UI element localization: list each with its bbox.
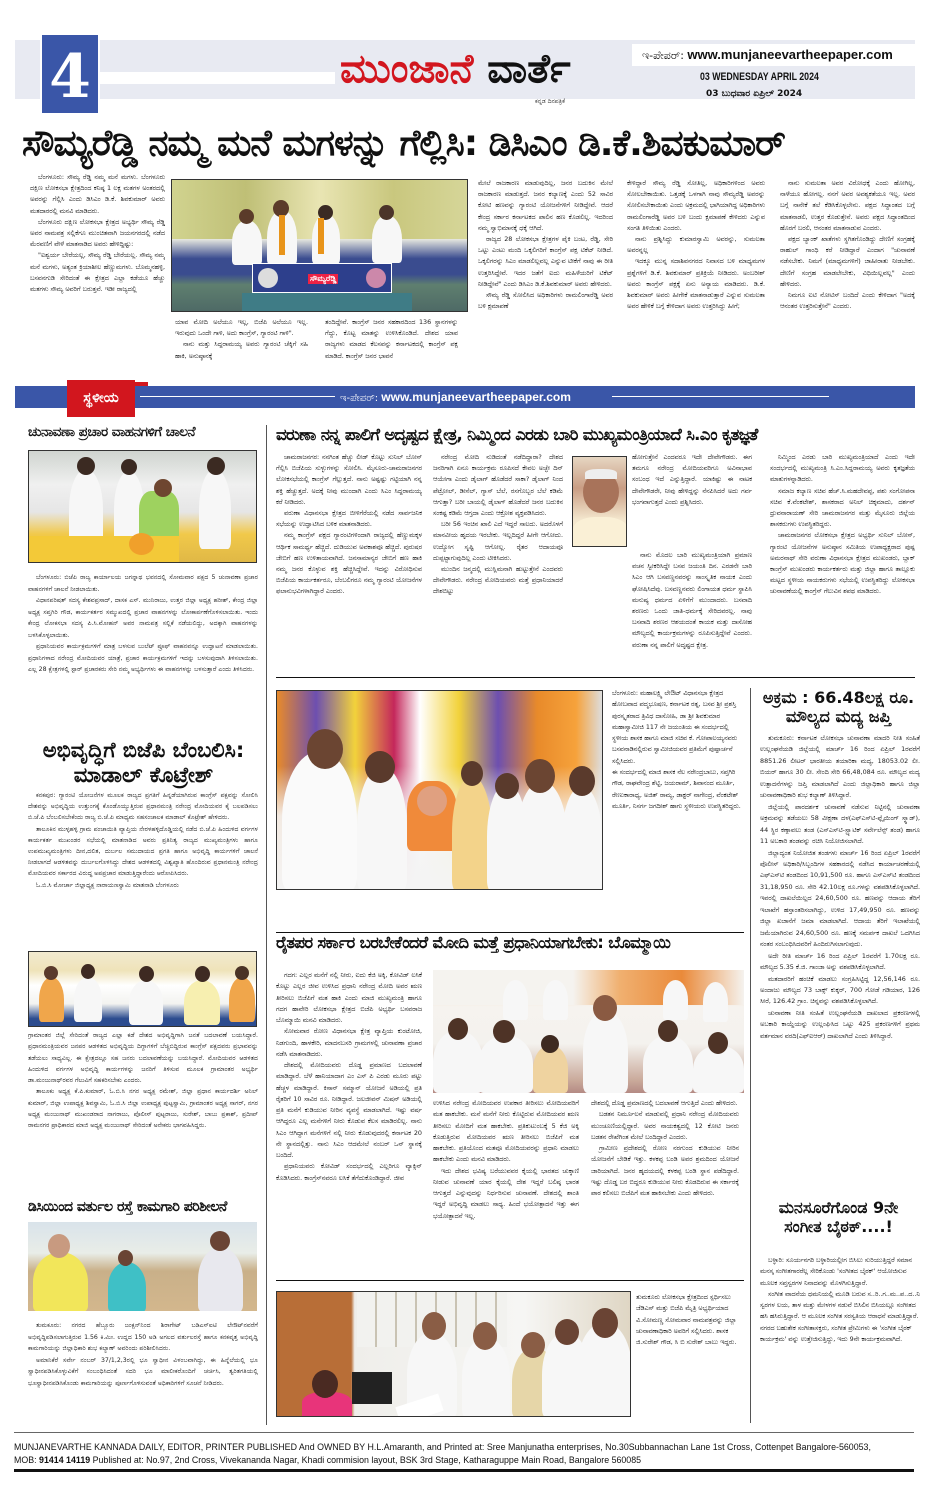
logo-tagline: ಕನ್ನಡ ದಿನಪತ್ರಿಕೆ <box>535 98 566 105</box>
epaper-label: ಇ-ಪೇಪರ್: <box>642 49 684 62</box>
paragraph: ಸಂಗೀತ ವಾದನೆಯ ಧಮನಿಯಲ್ಲಿ ಮೂಡಿ ಬರುವ ಸ..ರಿ..ಗ..ಮ..ಪ..ದ..ನಿ ಸ್ವರಗಳ ಲಯ, ತಾಳ ಮತ್ತು ಮೇಳಗಳ ನಡುವೆ ಬಿಸಿಲಿನ ಬಿಸಿಯಲ್ಲೂ ಸಂಗೀತದ ಹಸಿ ಹಸಿರುತ್ತಿದ್ದಾರೆ. ಆ ಮೂಲಕ ಸಂಗೀತ ಸರಸ್ವತಿಯ ಆರಾಧನೆ ಮಾಡುತ್ತಿದ್ದಾರೆ. ನಗರದ ಬಹುತೇಕ ಸಂಗೀತಾಸಕ್ತರು, ಸಂಗೀತ ಪ್ರೇಮಿಗಳು ಈ 'ಸಂಗೀತ ಬೈಠಕ್ ಕಾರ್ಯಕ್ರಮ' ವನ್ನು ಉತ್ತೇಜಿಸುತ್ತಿದ್ದು, ಇದು 9ನೇ ಕಾರ್ಯಕ್ರಮವಾಗಿದೆ. <box>760 1289 920 1344</box>
paragraph: ಕನಕಪುರ: ಗ್ಯಾರಂಟಿ ಯೋಜನೆಗಳ ಮೂಲಕ ರಾಜ್ಯದ ಪ್ರಗತಿಗೆ ಹಿನ್ನಡೆಯಾಗಿರುವ ಕಾಂಗ್ರೆಸ್ ಪಕ್ಷವನ್ನು ಸೋಲಿಸಿ ದೇಶವನ್ನು ಅಭಿವೃದ್ಧಿಯ ಉತ್ತುಂಗಕ್ಕೆ ಕೊಂಡೊಯ್ಯುತ್ತಿರುವ ಪ್ರಧಾನಮಂತ್ರಿ ನರೇಂದ್ರ ಮೋದಿಯವರ ಕೈ ಬಲಪಡಿಸಲು ಬಿ.ಜೆ.ಪಿ ಬೆಂಬಲಿಸಬೇಕೆಂದು ರಾಜ್ಯ ಬಿ.ಜೆ.ಪಿ ಮಾಧ್ಯಮ ಸಹಸಂಚಾಲಕ ಮಾಡಾಲ್ ಕೊಟ್ರೇಶ್ ಹೇಳಿದರು. <box>28 792 258 822</box>
paragraph: ದೇಶದಲ್ಲಿ ದೊಡ್ಡ ಪ್ರಮಾಣದಲ್ಲಿ ಬದಲಾವಣೆ ಆಗುತ್ತಿದೆ ಎಂದು ಹೇಳಿದರು. <box>591 1099 738 1107</box>
section-rule-right <box>612 396 829 397</box>
newspaper-logo <box>340 40 571 98</box>
paragraph: ವರುಣಾ ವಿಧಾನಸಭಾ ಕ್ಷೇತ್ರದ ಬೀಳಿಗೆರೆಯಲ್ಲಿ ನಡೆದ ಸಾರ್ವಜನಿಕ ಸಭೆಯನ್ನು ಉದ್ಘಾಟಿಸಿದ ಬಳಿಕ ಮಾತನಾಡಿದರು. <box>276 509 422 529</box>
paragraph: ನಿಮ್ಮಿಂದ ಎರಡು ಬಾರಿ ಮುಖ್ಯಮಂತ್ರಿಯಾದೆ ಎಂದು ಇದೇ ಸಂದರ್ಭದಲ್ಲಿ ಮುಖ್ಯಮಂತ್ರಿ ಸಿ.ಎಂ.ಸಿದ್ದರಾಮಯ್ಯ ಅವರು ಕೃತಜ್ಞತೆಯ ಮಾತುಗಳನ್ನಾಡಿದರು. <box>770 453 915 484</box>
paragraph: ಮೇಲೆ ರಾಜಕಾರಣ ಮಾಡುವುದಿಲ್ಲ, ಜನರ ಬದುಕಿನ ಮೇಲೆ ರಾಜಕಾರಣ ಮಾಡುತ್ತದೆ. ಜನರ ಕಲ್ಯಾಣಕ್ಕೆ ಎಂದು 52 ಸಾವಿರ ಕೋಟಿ ಹಣವನ್ನು ಗ್ಯಾರಂಟಿ ಯೋಜನೆಗಳಿಗೆ ನೀಡಿದ್ದೇವೆ. ಆದರೆ ಕೇಂದ್ರ ಸರ್ಕಾರ ಕರ್ನಾಟಕದ ಪಾಲಿನ ಹಣ ಕೊಡಲಿಲ್ಲ. ಇದರಿಂದ ನಮ್ಮ ಸ್ವಾಭಿಮಾನಕ್ಕೆ ಧಕ್ಕೆ ಆಗಿದೆ. <box>478 179 613 232</box>
paragraph: ಬೆಂಗಳೂರು: ಮಹಾಲಕ್ಷ್ಮಿ ಲೇಔಟ್ ವಿಧಾನಸಭಾ ಕ್ಷೇತ್ರದ ಹೋಬವಾದ ಪದ್ಮಭೂಷಣ, ಕರ್ನಾಟಕ ರತ್ನ, ಬಸವ ಶ್ರೀ ಪ್ರಶಸ್ತಿ ಪುರಸ್ಕೃತರಾದ ತ್ರಿವಿಧ ದಾಸೋಹಿ, ಡಾ ಶ್ರೀ ಶಿವಕುಮಾರ ಮಹಾಸ್ವಾಮೀಜಿ 117 ನೇ ಜಯಂತಿಯ ಈ ಸಂದರ್ಭದಲ್ಲಿ ಸ್ಥಳೀಯ ಶಾಸಕ ಹಾಗೂ ಮಾಜಿ ಸಚಿವ ಕೆ. ಗೋಪಾಲಯ್ಯನವರು ಬಸವನಾಡಿನಲ್ಲಿರುವ ಸ್ವಾಮೀಜಿಯವರ ಪ್ರತಿಮೆಗೆ ಪುಷ್ಪಾರ್ಚನೆ ಸಲ್ಲಿಸಿದರು. <box>612 689 738 765</box>
paragraph: ಪ್ರಧಾನಿಯವರ ಕಾರ್ಯಕ್ರಮಗಳಿಗೆ ಮಾತ್ರ ಬಳಸುವ ಬುಲೆಟ್ ಪ್ರೂಫ್ ವಾಹನವನ್ನೂ ಉದ್ಘಾಟನೆ ಮಾಡಲಾಯಿತು. ಪ್ರಧಾನಿಗಳಾದ ನರೇಂದ್ರ ಮೋದಿಯವರ ಯಾತ್ರೆ, ಪ್ರಚಾರ ಕಾರ್ಯಕ್ರಮಗಳಿಗೆ ಇದನ್ನು ಬಳಸುವುದಾಗಿ ತಿಳಿಸಲಾಯಿತು. ಎಲ್ಲ 28 ಕ್ಷೇತ್ರಗಳಲ್ಲಿ ಸ್ಟಾರ್ ಪ್ರಚಾರಕರು ಸೇರಿ ನಮ್ಮ ಅಭ್ಯರ್ಥಿಗಳು ಈ ವಾಹನಗಳನ್ನು ಬಳಸುತ್ತಾರೆ ಎಂದು ತಿಳಿಸಿದರು. <box>28 643 258 673</box>
paragraph: ಸೋಮವಾರ ರೋಣ ವಿಧಾನಸಭಾ ಕ್ಷೇತ್ರ ವ್ಯಾಪ್ತಿಯ ಕುಂಟೋಜಿ, ನಿಡಗುಂದಿ, ಹಾಳಕೇರಿ, ಮಾದನಬಸರಿ ಗ್ರಾಮಗಳಲ್ಲಿ ಚುನಾವಣಾ ಪ್ರಚಾರ ನಡೆಸಿ ಮಾತನಾಡಿದರು. <box>276 1027 422 1058</box>
section-divider <box>276 677 915 678</box>
varuna-col-3b <box>572 550 752 678</box>
paragraph: ನಮ್ಮ ಕಾಂಗ್ರೆಸ್ ಪಕ್ಷದ ಗ್ಯಾರಂಟಿಗಳಿಂದಾಗಿ ರಾಜ್ಯದಲ್ಲಿ ಹೆಣ್ಣುಮಕ್ಕಳ ಆರ್ಥಿಕ ಸಾಮರ್ಥ್ಯ ಹೆಚ್ಚಿದೆ. ದುಡಿಯುವ ಅವಕಾಶವೂ ಹೆಚ್ಚಿದೆ. ಪುರುಷರ ಜೇಬಿಗೆ ಹಣ ಉಳಿತಾಯವಾಗಿದೆ. ಜನಸಾಮಾನ್ಯರ ಜೇಬಿಗೆ ಹಣ ಹಾಕಿ ನಮ್ಮ ಜನರ ಕೊಳ್ಳುವ ಶಕ್ತಿ ಹೆಚ್ಚಿಸಿದ್ದೇವೆ. ಇದನ್ನು ವಿರೋಧಿಸುವ ಬಿಜೆಪಿಯ ಕಾರ್ಯಕರ್ತರೂ, ಬೆಂಬಲಿಗರೂ ನಮ್ಮ ಗ್ಯಾರಂಟಿ ಯೋಜನೆಗಳ ಫಲಾನುಭವಿಗಳಾಗಿದ್ದಾರೆ ಎಂದರು. <box>276 531 422 596</box>
varuna-col-4 <box>770 452 915 678</box>
bommai-col-2 <box>433 1098 579 1276</box>
story-body <box>28 1320 258 1420</box>
paragraph: ಬರೀ 56 ಇಂಚಿನ ಖಾಲಿ ಎದೆ ಇದ್ದರೆ ಸಾಲದು. ಅದರೊಳಗೆ ಮಾನವೀಯ ಹೃದಯ ಇರಬೇಕು. ಇಲ್ಲದಿದ್ದರೆ ಹೀಗೇ ಆಗೋದು. ಉದ್ಯೋಗ ಸೃಷ್ಟಿ ಆಗೋಲ್ಲ. ರೈತರ ಆದಾಯವೂ ದುಪ್ಪಟ್ಟಾಗುವುದಿಲ್ಲ ಎಂದು ಟೀಕಿಸಿದರು. <box>433 520 563 562</box>
paragraph: ಮುಂದಿನ ಜನ್ಮದಲ್ಲಿ ಮುಸ್ಲಿಮನಾಗಿ ಹುಟ್ಟುತ್ತೇನೆ ಎಂದವರು ದೇವೇಗೌಡರು. ನರೇಂದ್ರ ಮೋದಿಯವರು ಮತ್ತೆ ಪ್ರಧಾನಿಯಾದರೆ ದೇಶಬಿಟ್ಟು <box>433 565 563 596</box>
paragraph: ಅಮಾನಿಕೆರೆ ಸರ್ವೇ ನಂಬರ್ 37/1,2,3ರಲ್ಲಿ ಭೂ ಸ್ವಾಧೀನ ವಿಳಂಬವಾಗಿದ್ದು, ಈ ಹಿನ್ನೆಲೆಯಲ್ಲಿ ಭೂ ಸ್ವಾಧೀನಪಡಿಸಿಕೊಳ್ಳುವಿಕೆಗೆ ಸಂಬಂಧಿಸಿದಂತೆ ಸದರಿ ಭೂ ಮಾಲೀಕರೊಂದಿಗೆ ಚರ್ಚಿಸಿ, ತ್ವರಿತಗತಿಯಲ್ಲಿ ಭೂಸ್ವಾಧೀನಪಡಿಸಿಕೊಂಡು ಕಾಮಗಾರಿಯನ್ನು ಪೂರ್ಣಗೊಳಿಸುವಂತೆ ಅಧಿಕಾರಿಗಳಿಗೆ ಸೂಚನೆ ನೀಡಿದರು. <box>28 1356 258 1387</box>
paragraph: ತುಮಕೂರು: ನಗರದ ಹೆಬ್ಬೂರು ಜಂಕ್ಷನ್‌ನಿಂದ ಶಿರಾಗೇಟ್ ಬಡಿಎಸ್‌ಐಟಿ ಲೇಔಟ್‌ನವರೆಗೆ ಅಭಿವೃದ್ಧಿಪಡಿಸಲಾಗುತ್ತಿರುವ 1.56 ಕಿ.ಮೀ. ಉದ್ದದ 150 ಅಡಿ ಅಗಲದ ವರ್ತುಲರಸ್ತೆ ಹಾಗೂ ಕನಕವೃತ್ತ ಅಭಿವೃದ್ಧಿ ಕಾಮಗಾರಿಯನ್ನು ಜಿಲ್ಲಾಧಿಕಾರಿ ಶುಭ ಕಲ್ಯಾಣ್ ಅವರಿಂದು ಪರಿಶೀಲಿಸಿದರು. <box>28 1322 258 1352</box>
paragraph: ಹೋಗುತ್ತೇನೆ ಎಂದವರೂ ಇದೇ ದೇವೇಗೌಡರು. ಈಗ ತಮಗೂ ನರೇಂದ್ರ ಮೋದಿಯವರಿಗೂ ಅವಿನಾಭಾವ ಸಂಬಂಧ ಇದೆ ಎನ್ನುತ್ತಿದ್ದಾರೆ. ಯಾಕಿಷ್ಟು ಈ ನಾಟಕ ದೇವೇಗೌಡರೇ, ನೀವು ಹೇಳಿದ್ದನ್ನು ನೆನಪಿಸಿದರೆ ಅದು ಗರ್ವ ಭಂಗವಾಗುತ್ತದೆ ಎಂದು ಪ್ರಶ್ನಿಸಿದರು. <box>632 453 752 506</box>
paragraph: ಬೆಂಗಳೂರು: ಸೌಮ್ಯ ರೆಡ್ಡಿ ನಮ್ಮ ಮನೆ ಮಗಳು. ಬೆಂಗಳೂರು ದಕ್ಷಿಣ ಲೋಕಸಭಾ ಕ್ಷೇತ್ರದಿಂದ ಕನಿಷ್ಠ 1 ಲಕ್ಷ ಮತಗಳ ಅಂತರದಲ್ಲಿ ಅವರನ್ನು ಗೆಲ್ಲಿಸಿ ಎಂದು ಡಿಸಿಎಂ ಡಿ.ಕೆ. ಶಿವಕುಮಾರ್ ಅವರು ಮತದಾರರಲ್ಲಿ ಮನವಿ ಮಾಡಿದರು. <box>30 173 165 215</box>
paragraph: ಇದು ದೇಶದ ಭವಿಷ್ಯ ಬರೆಯುವವರ ಕೈಯಲ್ಲಿ ಭಾರತದ ಚುಕ್ಕಾಣಿ ನೀಡುವ ಚುನಾವಣೆ ಯಾರ ಕೈಯಲ್ಲಿ ದೇಶ ಇದ್ದರೆ ಬಲಿಷ್ಠ ಭಾರತ ಆಗುತ್ತದೆ ಎನ್ನುವುದನ್ನು ನಿರ್ಧರಿಸುವ ಚುನಾವಣೆ. ದೇಶದಲ್ಲಿ ಶಾಂತಿ ಇದ್ದರೆ ಅಭಿವೃದ್ಧಿ ಮಾಡಲು ಸಾಧ್ಯ. ಹಿಂದೆ ಭಯೋತ್ಪಾದನೆ ಇತ್ತು ಈಗ ಭಯೋತ್ಪಾದನೆ ಇಲ್ಲ. <box>433 1166 579 1220</box>
publish-address: Published at: No.97, 2nd Cross, Vivekananda Nagar, Khadi commision layout, BSK 3rd Stage, Katharaguppe Main Road, Bangalore 560085 <box>92 1455 642 1466</box>
footer-divider <box>14 1432 914 1433</box>
paragraph: ಗದಗ: ಎಲ್ಲರ ಮನೆಗೆ ನಲ್ಲಿ ನೀರು, ಐದು ಕೆಜಿ ಅಕ್ಕಿ, ಕೋವಿಡ್ ಲಸಿಕೆ ಕೊಟ್ಟು ಎಲ್ಲರ ಜೀವ ಉಳಿಸಿದ ಪ್ರಧಾನಿ ನರೇಂದ್ರ ಮೋದಿ ಅವರ ಋಣ ತೀರಿಸಲು ಬಿಜೆಪಿಗೆ ಮತ ಹಾಕಿ ಎಂದು ಮಾಜಿ ಮುಖ್ಯಮಂತ್ರಿ ಹಾಗೂ ಗದಗ ಹಾವೇರಿ ಲೋಕಸಭಾ ಕ್ಷೇತ್ರದ ಬಿಜೆಪಿ ಅಭ್ಯರ್ಥಿ ಬಸವರಾಜ ಬೊಮ್ಮಾಯಿ ಮನವಿ ಮಾಡಿದರು. <box>276 971 422 1024</box>
paragraph: ತಾಲೂಕಿನ ಮುಳ್ಳಹಳ್ಳಿ ಗ್ರಾಮ ಪಂಚಾಯಿತಿ ವ್ಯಾಪ್ತಿಯ ನೇರಳಹಳ್ಳಿದೊಡ್ಡಿಯಲ್ಲಿ ನಡೆದ ಬಿ.ಜೆ.ಪಿ ಹಿಂದುಳಿದ ವರ್ಗಗಳ ಕಾರ್ಯಕರ್ತ ಮುಖಂಡರ ಸಭೆಯಲ್ಲಿ ಮಾತನಾಡಿದ ಅವರು ಪ್ರತಿನಿತ್ಯ ರಾಜ್ಯದ ಮುಖ್ಯಮಂತ್ರಿಗಳು ಹಾಗೂ ಉಪಮುಖ್ಯಮಂತ್ರಿಗಳು ದೀನ,ದಲಿತ, ದುರ್ಬಲ ಸಮುದಾಯದ ಪ್ರಗತಿ ಹಾಗೂ ಅಭಿವೃದ್ಧಿ ಕಾರ್ಯಗಳಿಗೆ ಚಾಲನೆ ನೀಡಲಾಗದೆ ಆಡಳಿತವನ್ನು ದುರ್ಬಲಗೊಳಿಸಿದ್ದು ದೇಶದ ಆಡಳಿತದಲ್ಲಿ ವಿಶ್ವಖ್ಯಾತಿ ಹೊಂದಿರುವ ಪ್ರಧಾನಮಂತ್ರಿ ನರೇಂದ್ರ ಮೋದಿಯವರ ಸರ್ಕಾರದ ವಿರುದ್ಧ ಅಪಪ್ರಚಾರ ಮಾಡುತ್ತಿದ್ದಾರೆಂದು ಆರೋಪಿಸಿದರು. <box>28 825 258 878</box>
epaper-url[interactable]: www.munjaneevartheepaper.com <box>381 390 571 404</box>
paragraph: ಗ್ರಾಮಾಂತರ ಜಿಲ್ಲೆ ಸೇರಿದಂತೆ ರಾಜ್ಯದ ಎಲ್ಲಾ ಕಡೆ ದೇಶದ ಅಭಿವೃದ್ಧಿಗಾಗಿ ಜನತೆ ಬದಲಾವಣೆ ಬಯಸಿದ್ದಾರೆ. ಪ್ರಧಾನಮಂತ್ರಿಯವರ ಜನಪರ ಆಡಳಿತದ ಅಭಿವೃದ್ಧಿಯ ದಿಗ್ದಾಗಳಿಗೆ ಬೆಚ್ಚಿಬಿದ್ದಿರುವ ಕಾಂಗ್ರೆಸ್ ಪಕ್ಷದವರು ಪ್ರಭಾವವನ್ನು ತಡೆಯಲು ಸಾಧ್ಯವಿಲ್ಲ. ಈ ಕ್ಷೇತ್ರದಲ್ಲೂ ಸಹ ಜನರು ಬದಲಾವಣೆಯನ್ನು ಬಯಸಿದ್ದಾರೆ. ಮೋದಿಯವರ ಆಡಳಿತದ ಹಿಂದುಳಿದ ವರ್ಗಗಳ ಅಭಿವೃದ್ಧಿ ಕಾರ್ಯಗಳನ್ನು ಜನರಿಗೆ ತಿಳಿಸುವ ಮೂಲಕ ಗ್ರಾಮಾಂತರ ಅಭ್ಯರ್ಥಿ ಡಾ.ಮಂಜುನಾಥ್‌ರವರ ಗೆಲುವಿಗೆ ಸಹಕರಿಸಬೇಕು ಎಂದರು. <box>28 1032 258 1085</box>
date-kannada: 03 ಬುಧವಾರ ಏಪ್ರಿಲ್ 2024 <box>706 89 803 99</box>
story-headline: ಚುನಾವಣಾ ಪ್ರಚಾರ ವಾಹನಗಳಿಗೆ ಚಾಲನೆ <box>28 424 196 440</box>
date-english: 03 WEDNESDAY APRIL 2024 <box>700 71 819 83</box>
story-headline <box>756 688 921 726</box>
imprint-line1: MUNJANEVARTHE KANNADA DAILY, EDITOR, PRINTER PUBLISHED And OWNED BY H.L.Amaranth, and Printed at: Sree Manjunatha enterprises, No.30Subbannachan Lane 1st Cross, Cottenpet Bangalore-560053, <box>14 1442 871 1453</box>
varuna-col-1 <box>276 452 422 678</box>
paragraph: ತುಮಕೂರು: ಕರ್ನಾಟಕ ಲೋಕಸಭಾ ಚುನಾವಣಾ ಮಾದರಿ ನೀತಿ ಸಂಹಿತೆ ಉಲ್ಲಂಘನೆಯಡಿ ಜಿಲ್ಲೆಯಲ್ಲಿ ಮಾರ್ಚ್ 16 ರಿಂದ ಏಪ್ರಿಲ್ 1ರವರೆಗೆ 8851.26 ಲೀಟರ್ ಭಾರತೀಯ ತಯಾರಿಕಾ ಮದ್ಯ, 18053.02 ಲೀ. ಬಿಯರ್ ಹಾಗೂ 30 ಲೀ. ಸೇಂದಿ ಸೇರಿ 66,48,084 ರೂ. ಮೌಲ್ಯದ ಮದ್ಯ ಉತ್ಪಾದನೆಗಳನ್ನು ಜಪ್ತಿ ಮಾಡಲಾಗಿದೆ ಎಂದು ಜಿಲ್ಲಾಧಿಕಾರಿ ಹಾಗೂ ಜಿಲ್ಲಾ ಚುನಾವಣಾಧಿಕಾರಿ ಶುಭ ಕಲ್ಯಾಣ್ ತಿಳಿಸಿದ್ದಾರೆ. <box>760 734 920 800</box>
nomination-filing-photo <box>276 1291 631 1417</box>
paragraph: "ಐಶ್ವರ್ಯ ಬೇರೆಯಲ್ಲ, ಸೌಮ್ಯ ರೆಡ್ಡಿ ಬೇರೆಯಲ್ಲ. ಸೌಮ್ಯ ನಮ್ಮ ಮನೆ ಮಗಳು, ಅತ್ಯಂತ ಕ್ರಿಯಾಶೀಲ ಹೆಣ್ಣುಮಗಳು. ಬೊಮ್ಮನಹಳ್ಳಿ, ಬಸವನಗುಡಿ ಸೇರಿದಂತೆ ಈ ಕ್ಷೇತ್ರದ ಎಲ್ಲಾ ಕಡೆಯೂ ಹೆಚ್ಚು ಮತಗಳು ಸೌಮ್ಯ ಅವರಿಗೆ ಬರುತ್ತವೆ. ಇಡೀ ರಾಜ್ಯದಲ್ಲಿ <box>30 251 165 294</box>
paragraph: ದೇಶದಲ್ಲಿ ಮೋದಿಯವರು ದೊಡ್ಡ ಪ್ರಮಾಣದ ಬದಲಾವಣೆ ಮಾಡಿದ್ದಾರೆ. ಬೆಳೆ ಹಾನಿಯಾದಾಗ ಎಂ ಎಸ್ ಪಿ ಎರಡು ಮೂರು ಪಟ್ಟು ಹೆಚ್ಚಳ ಮಾಡಿದ್ದಾರೆ. ಕಿಸಾನ್ ಸಮ್ಮಾನ್ ಯೋಜನೆ ಅಡಿಯಲ್ಲಿ ಪ್ರತಿ ರೈತರಿಗೆ 10 ಸಾವಿರ ರೂ. ನೀಡಿದ್ದಾರೆ. ಜಲಜೀವನ್ ಮಿಷನ್ ಅಡಿಯಲ್ಲಿ ಪ್ರತಿ ಮನೆಗೆ ಕುಡಿಯುವ ನೀರಿನ ವ್ಯವಸ್ಥೆ ಮಾಡಲಾಗಿದೆ. ಇಷ್ಟು ವರ್ಷ ಆಗಿದ್ದರೂ ಎಲ್ಲ ಮನೆಗಳಿಗೆ ನೀರು ಕೊಡುವ ಕೆಲಸ ಮಾಡಿರಲಿಲ್ಲ. ನಾನು ಸಿಎಂ ಆಗಿದ್ದಾಗ ಮನೆಗಳಿಗೆ ನಲ್ಲಿ ನೀರು ಕೊಡುವುದರಲ್ಲಿ ಕರ್ನಾಟಕ 20 ನೇ ಸ್ಥಾನದಲ್ಲಿತ್ತು. ನಾನು ಸಿಎಂ ಆದಮೇಲೆ ನಂಬರ್ ಒನ್ ಸ್ಥಾನಕ್ಕೆ ಬಂದಿದೆ. <box>276 1061 422 1159</box>
bommai-meeting-photo <box>433 970 744 1093</box>
paragraph: ಪ್ರಧಾನಿಯವರು ಕೋವಿಡ್ ಸಂದರ್ಭದಲ್ಲಿ ಎಲ್ಲರಿಗೂ ವ್ಯಾಕ್ಸಿನ್ ಕೊಡಿಸಿದರು. ಕಾಂಗ್ರೆಸ್‌ನವರೂ ಲಸಿಕೆ ತೆಗೆದುಕೊಂಡಿದ್ದಾರೆ. ಜೀವ <box>276 1162 422 1182</box>
section-divider <box>276 1280 744 1281</box>
paragraph: ಈ ಸಂದರ್ಭದಲ್ಲಿ ಮಾಜಿ ಶಾಸಕ ನೆಲ ನರೇಂದ್ರಬಾಬು, ಸಪ್ತಗಿರಿ ಗೌಡ, ರಾಘವೇಂದ್ರ ಶೆಟ್ಟಿ, ಜಯರಾಮ್, ಶಿವಾನಂದ ಮೂರ್ತಿ, ರೇಣುಕಾರಾಧ್ಯ, ಅಜಿತ್ ರಾಮ್ಯ, ಡಾಕ್ಟರ್ ನಾಗೇಂದ್ರ, ವೆಂಕಟೇಶ್ ಮೂರ್ತಿ, ನಿಸರ್ಗ ಜಗದೀಶ್ ಹಾಗು ಸ್ಥಳೀಯರು ಉಪಸ್ಥಿತರಿದ್ದರು. <box>612 768 741 810</box>
story-body <box>760 733 920 1195</box>
paragraph: ಬಡತನ ನಿರ್ಮೂಲನೆ ಮಾಡುವಲ್ಲಿ ಪ್ರಧಾನಿ ನರೇಂದ್ರ ಮೋದಿಯವರು ಮುಂಚೂಣಿಯಲ್ಲಿದ್ದಾರೆ. ಅವರ ನಾಯಕತ್ವದಲ್ಲಿ 12 ಕೋಟಿ ಜನರು ಬಡತನ ರೇಖೆಗಿಂತ ಮೇಲೆ ಬಂದಿದ್ದಾರೆ ಎಂದರು. <box>591 1110 739 1141</box>
paragraph: ನಿಮಗೂ ಐಟಿ ನೋಟಿಸ್ ಬಂದಿದೆ ಎಂದು ಕೇಳಿದಾಗ "ಅದಕ್ಕೆ ಆನಂತರ ಉತ್ತರಿಸುತ್ತೇನೆ" ಎಂದರು. <box>780 291 915 311</box>
lead-col-5 <box>627 178 765 370</box>
lead-col-2 <box>175 317 308 372</box>
lead-col-1 <box>30 172 165 370</box>
paragraph: ನಾನು ಮೊದಲ ಬಾರಿ ಮುಖ್ಯಮಂತ್ರಿಯಾಗಿ ಪ್ರಮಾಣ ವಚನ ಸ್ವೀಕರಿಸಿದ್ದೇ ಬಸವ ಜಯಂತಿ ದಿನ. ಎರಡನೇ ಬಾರಿ ಸಿಎಂ ಆಗಿ ಬಸವಣ್ಣನವರನ್ನು ಸಾಂಸ್ಕೃತಿಕ ನಾಯಕ ಎಂದು ಘೋಷಿಸಿದೆವು. ಬಸವಣ್ಣನವರು ಲಿಂಗಾಯತ ಧರ್ಮ ಸ್ಥಾಪಿಸಿ ಮನುಷ್ಯ ಧರ್ಮದ ಏಳಿಗೆಗೆ ಮುಂದಾದರು. ಬಸವಾದಿ ಶರಣರು ಒಂದು ಜಾತಿ-ಧರ್ಮಕ್ಕೆ ಸೇರಿದವರಲ್ಲ. ನಾವು ಬಸವಾದಿ ಶರಣರ ಆಶಯದಂತೆ ಕಾಯಕ ಮತ್ತು ದಾಸೋಹ ಮೌಲ್ಯದಲ್ಲಿ ಕಾರ್ಯಕ್ರಮಗಳನ್ನು ರೂಪಿಸುತ್ತಿದ್ದೇವೆ ಎಂದರು. ವರುಣಾ ನನ್ನ ಪಾಲಿಗೆ ಅದೃಷ್ಟದ ಕ್ಷೇತ್ರ. <box>632 551 752 649</box>
page-number: 4 <box>40 33 100 115</box>
paragraph: ಚುನಾವಣಾ ನೀತಿ ಸಂಹಿತೆ ಉಲ್ಲಂಘನೆಯಡಿ ದಾಖಲಾದ ಪ್ರಕರಣಗಳಲ್ಲಿ ಅಬಕಾರಿ ಕಾಯ್ದೆಯನ್ನು ಉಲ್ಲಂಘಿಸಿದ ಒಟ್ಟು 425 ಪ್ರಕರಣಗಳಿಗೆ ಪ್ರಥಮ ವರ್ತಮಾನ ವರದಿ(ಎಫ್‌ಐಆರ್) ದಾಖಲಾಗಿದೆ ಎಂದು ತಿಳಿಸಿದ್ದಾರೆ. <box>760 1008 920 1040</box>
rally-photo <box>171 179 468 312</box>
jayanti-caption <box>612 688 742 898</box>
logo-part2: ವಾರ್ತೆ <box>487 46 571 92</box>
campaign-banner: ಸೌಮ್ಯರೆಡ್ಡಿ <box>252 263 392 293</box>
paragraph: ತುಮಕೂರು ಲೋಕಸಭಾ ಕ್ಷೇತ್ರದಿಂದ ಸ್ಪರ್ಧಿಸಲು ಜೆಡಿಎಸ್ ಮತ್ತು ಬಿಜೆಪಿ ಮೈತ್ರಿ ಅಭ್ಯರ್ಥಿಯಾದ ವಿ.ಸೋಮಣ್ಣ ಸೋಮವಾರ ನಾಮಪತ್ರವನ್ನು ಜಿಲ್ಲಾ ಚುನಾವಣಾಧಿಕಾರಿ ಅವರಿಗೆ ಸಲ್ಲಿಸಿದರು. ಶಾಸಕ ಜಿ.ಸುರೇಶ್ ಗೌಡ, ಸಿ ಬಿ ಸುರೇಶ್ ಬಾಬು ಇದ್ದರು. <box>636 1293 737 1347</box>
bommai-col-1 <box>276 970 422 1275</box>
paragraph: ನಾನು ಪ್ರಶ್ನಿಸಿದ್ದು ಕುಮಾರಸ್ವಾಮಿ ಅವರನ್ನು, ಸುಮಲತಾ ಅವರನ್ನಲ್ಲ <box>627 235 765 255</box>
paragraph: ಅದೇ ರೀತಿ ಮಾರ್ಚ್ 16 ರಿಂದ ಏಪ್ರಿಲ್ 1ರವರೆಗೆ 1.70ಲಕ್ಷ ರೂ. ಮೌಲ್ಯದ 5.35 ಕೆ.ಜಿ. ಗಾಂಜಾ ಅನ್ನು ವಶಪಡಿಸಿಕೊಳ್ಳಲಾಗಿದೆ. <box>760 951 920 972</box>
paragraph: ಚಾಮರಾಜನಗರ: ನನಗಿಂತ ಹೆಚ್ಚು ಲೀಡ್ ಕೊಟ್ಟು ಸುನಿಲ್ ಬೋಸ್ ಗೆಲ್ಲಿಸಿ ಬಿಜೆಪಿಯ ಸುಳ್ಳುಗಳನ್ನು ಸೋಲಿಸಿ. ಮೈಸೂರು-ಚಾಮರಾಜನಗರ ಲೋಕಸಭೆಯಲ್ಲಿ ಕಾಂಗ್ರೆಸ್ ಗೆಲ್ಲುತ್ತದೆ. ನಾನು ಅಷ್ಟಷ್ಟು ಗಟ್ಟಿಯಾಗಿ ನನ್ನ ಶಕ್ತಿ ಹೆಚ್ಚುತ್ತದೆ. ಅದಕ್ಕೆ ನೀವು ಮುಂದಾಗಿ ಎಂದು ಸಿಎಂ ಸಿದ್ದರಾಮಯ್ಯ ಕರೆ ನೀಡಿದರು. <box>276 453 422 506</box>
lead-headline: ಸೌಮ್ಯರೆಡ್ಡಿ ನಮ್ಮ ಮನೆ ಮಗಳನ್ನು ಗೆಲ್ಲಿಸಿ: ಡಿಸಿಎಂ ಡಿ.ಕೆ.ಶಿವಕುಮಾರ್ <box>22 123 785 164</box>
column-divider <box>750 688 751 1423</box>
imprint <box>14 1441 874 1467</box>
epaper-url[interactable]: www.munjaneevartheepaper.com <box>687 47 893 62</box>
lead-col-4 <box>478 178 613 370</box>
paragraph: ಓ.ಬಿ.ಸಿ ಮೋರ್ಚಾ ಜಿಲ್ಲಾಧ್ಯಕ್ಷ ನಾರಾಯಣಸ್ವಾಮಿ ಮಾತನಾಡಿ ಬೆಂಗಳೂರು <box>36 881 179 889</box>
paragraph: ಇದಕ್ಕೂ ಮುನ್ನ ಸದಾಶಿವನಗರದ ನಿವಾಸದ ಬಳಿ ಮಾಧ್ಯಮಗಳ ಪ್ರಶ್ನೆಗಳಿಗೆ ಡಿ.ಕೆ. ಶಿವಕುಮಾರ್ ಪ್ರತಿಕ್ರಿಯೆ ನೀಡಿದರು. ಅಂಬರೀಶ್ ಅವರು ಕಾಂಗ್ರೆಸ್ ಪಕ್ಷಕ್ಕೆ ಏನು ಅನ್ಯಾಯ ಮಾಡಿದರು. ಡಿ.ಕೆ. ಶಿವಕುಮಾರ್ ಅವರು ಹೀಗೇಕೆ ಮಾತನಾಡುತ್ತಾರೆ ಎನ್ನುವ ಸುಮಲತಾ ಅವರ ಹೇಳಿಕೆ ಬಗ್ಗೆ ಕೇಳಿದಾಗ ಅವರು ಉತ್ತರಿಸಿದ್ದು ಹೀಗೆ; <box>627 257 765 311</box>
paragraph: ತಂದಿದ್ದೇವೆ. ಕಾಂಗ್ರೆಸ್ ಜನರ ಸಹಕಾರದಿಂದ 136 ಸ್ಥಾನಗಳನ್ನು ಗೆದ್ದು, ಕೊಟ್ಟ ಮಾತನ್ನು ಉಳಿಸಿಕೊಂಡಿದೆ. ದೇಶದ ಯಾವ ರಾಜ್ಯಗಳು ಮಾಡದ ಕೆಲಸವನ್ನು ಕರ್ನಾಟಕದಲ್ಲಿ ಕಾಂಗ್ರೆಸ್ ಪಕ್ಷ ಮಾಡಿದೆ. ಕಾಂಗ್ರೆಸ್ ಜನರ ಭಾವನೆ <box>325 318 458 360</box>
paragraph: ವಿಧಾನಪರಿಷತ್ ಸದಸ್ಯ ಕೇಶವಪ್ರಸಾದ್, ದಾಸಕ ಎಸ್. ಮುನಿರಾಜು, ಉತ್ತರ ಜಿಲ್ಲಾ ಅಧ್ಯಕ್ಷ ಹರೀಶ್, ಕೇಂದ್ರ ಜಿಲ್ಲಾ ಅಧ್ಯಕ್ಷ ಸಪ್ತಗಿರಿ ಗೌಡ, ಕಾರ್ಯಕರ್ತರ ಸಮ್ಮುಖದಲ್ಲಿ ಪ್ರಚಾರ ವಾಹನಗಳನ್ನು ಲೋಕಾರ್ಪಣೆಗೊಳಿಸಲಾಯಿತು. ಇಂದು ಕೇಂದ್ರ ಲೋಕಸಭಾ ಸದಸ್ಯ ಪಿ.ಸಿ.ಮೋಹನ್ ಅವರ ನಾಮಪತ್ರ ಸಲ್ಲಿಕೆ ನಡೆಯಲಿದ್ದು, ಅದಕ್ಕಾಗಿ ವಾಹನಗಳನ್ನು ಬಳಸಿಕೊಳ್ಳಲಾಯಿತು. <box>28 597 258 639</box>
paragraph: ಪಕ್ಷದ ಬ್ಯಾಂಕ್ ಖಾತೆಗಳು ಸ್ಥಗಿತಗೊಂಡಿದ್ದು ದೇಣಿಗೆ ಸಂಗ್ರಹಕ್ಕೆ ರಾಹುಲ್ ಗಾಂಧಿ ಕರೆ ನೀಡಿದ್ದಾರೆ ಎಂದಾಗ "ಚುನಾವಣೆ ನಡೆಸಬೇಕು. ನಿಮಗೆ (ಮಾಧ್ಯಮಗಳಿಗೆ) ಜಾಹೀರಾತು ನೀಡಬೇಕು. ದೇಣಿಗೆ ಸಂಗ್ರಹ ಮಾಡಲೇಬೇಕು, ವಿಧಿಯಿಲ್ಲವಲ್ಲ" ಎಂದು ಹೇಳಿದರು. <box>780 235 915 288</box>
headline-line: ಸಂಗೀತ ಬೈಠಕ್....! <box>784 1217 893 1237</box>
story-body <box>28 1030 258 1187</box>
nomination-caption <box>636 1292 746 1418</box>
headline-line: ಅಭಿವೃದ್ಧಿಗೆ ಬಿಜೆಪಿ ಬೆಂಬಲಿಸಿ: <box>42 738 245 762</box>
paragraph: ನಾನು ಸುಮಲತಾ ಅವರ ವಿರೋಧಕ್ಕೆ ಎಂದು ಹೋಗಿಲ್ಲ, ನಾಳೆಯೂ ಹೋಗಲ್ಲ. ನನಗೆ ಅವರ ಅವಶ್ಯಕತೆಯೂ ಇಲ್ಲ. ಅವರ ಬಗ್ಗೆ ನಾನೇಕೆ ತಲೆ ಕೆಡಿಸಿಕೊಳ್ಳಲೇನು. ಪಕ್ಷದ ಸಿದ್ಧಾಂತದ ಬಗ್ಗೆ ಮಾತನಾಡಲಿ, ಉತ್ತರ ಕೊಡುತ್ತೇನೆ. ಅವರು ಪಕ್ಷದ ಸಿದ್ಧಾಂತದಿಂದ ಹೊರಗೆ ಬರಲಿ, ಆನಂತರ ಮಾತನಾಡುವ ಎಂದರು. <box>780 179 915 232</box>
footer-rule <box>14 1469 914 1472</box>
paragraph: ತಾಲೂಕು ಅಧ್ಯಕ್ಷ ಕೆ.ಪಿ.ಕುಮಾರ್, ಓ.ಬಿ.ಸಿ ನಗರ ಅಧ್ಯಕ್ಷ ರಮೇಶ್, ಜಿಲ್ಲಾ ಪ್ರಧಾನ ಕಾರ್ಯದರ್ಶಿ ಅನಿಲ್ ಕುಮಾರ್, ಜಿಲ್ಲಾ ಉಪಾಧ್ಯಕ್ಷ ಶಿವಸ್ವಾಮಿ, ಓ.ಬಿ.ಸಿ ಜಿಲ್ಲಾ ಉಪಾಧ್ಯಕ್ಷ ಪುಟ್ಟಸ್ವಾಮಿ, ಗ್ರಾಮಾಂತರ ಅಧ್ಯಕ್ಷ ಸಾಗರ್, ನಗರ ಅಧ್ಯಕ್ಷ ಮಂಜುನಾಥ್ ಮುಖಂಡರಾದ ನಾಗರಾಜು, ಪೊಲೀಸ್ ಪುಟ್ಟರಾಜು, ಸುರೇಶ್, ಬಾಬು ಪ್ರಕಾಶ್, ಪ್ರದೀಪ್ ರಾಮನಗರ ಪ್ರಾಧಿಕಾರದ ಮಾಜಿ ಅಧ್ಯಕ್ಷ ಮಂಜುನಾಥ್ ಸೇರಿದಂತೆ ಅನೇಕರು ಭಾಗವಹಿಸಿದ್ದರು. <box>28 1088 258 1130</box>
story-headline: ವರುಣಾ ನನ್ನ ಪಾಲಿಗೆ ಅದೃಷ್ಟದ ಕ್ಷೇತ್ರ, ನಿಮ್ಮಿಂದ ಎರಡು ಬಾರಿ ಮುಖ್ಯಮಂತ್ರಿಯಾದೆ ಸಿ.ಎಂ ಕೃತಜ್ಞತೆ <box>276 425 758 444</box>
paragraph: ಜಿಲ್ಲಾದ್ಯಂತ ನಿಯೋಜಿತ ತಂಡಗಳು ಮಾರ್ಚ್ 16 ರಿಂದ ಏಪ್ರಿಲ್ 1ರವರೆಗೆ ಪೊಲೀಸ್ ಅಧಿಕಾರಿ/ಸಿಬ್ಬಂದಿಗಳ ಸಹಕಾರದಲ್ಲಿ ನಡೆಸಿದ ಕಾರ್ಯಾಚರಣೆಯಲ್ಲಿ ಎಫ್‌ಎಸ್‌ಟಿ ತಂಡದಿಂದ 10,91,500 ರೂ. ಹಾಗೂ ಎಸ್‌ಎಸ್‌ಟಿ ತಂಡದಿಂದ 31,18,950 ರೂ. ಸೇರಿ 42.10ಲಕ್ಷ ರೂ.ಗಳನ್ನು ವಶಪಡಿಸಿಕೊಳ್ಳಲಾಗಿದೆ. ಇವರಲ್ಲಿ ದಾಖಲೆಯಿಲ್ಲದ 24,60,500 ರೂ. ಹಣವನ್ನು ಆದಾಯ ತೆರಿಗೆ ಇಲಾಖೆಗೆ ಹಸ್ತಾಂತರಿಸಲಾಗಿದ್ದು, ಉಳಿದ 17,49,950 ರೂ. ಹಣವನ್ನು ಜಿಲ್ಲಾ ಖಜಾನೆಗೆ ಜಮಾ ಮಾಡಲಾಗಿದೆ. ಆದಾಯ ತೆರಿಗೆ ಇಲಾಖೆಯಲ್ಲಿ ಜಮೆಯಾಗಿರುವ 24,60,500 ರೂ. ಹಣಕ್ಕೆ ಸಮರ್ಪಕ ದಾಖಲೆ ಒದಗಿಸಿದ ನಂತರ ಸಂಬಂಧಿಸಿದವರಿಗೆ ಹಿಂದಿರುಗಿಸಲಾಗುವುದು. <box>760 848 920 949</box>
story-headline <box>756 1198 921 1236</box>
story-headline <box>36 738 251 788</box>
section-rule-left <box>140 396 335 397</box>
paragraph: ಜಿಲ್ಲೆಯಲ್ಲಿ ಪಾರದರ್ಶಕ ಚುನಾವಣೆ ನಡೆಸುವ ನಿಟ್ಟಿನಲ್ಲಿ ಚುನಾವಣಾ ಅಕ್ರಮವನ್ನು ತಡೆಯಲು 58 ವೀಕ್ಷಣಾ ದಳ(ಎಫ್‌ಎಸ್‌ಟಿ-ಫ್ಲೈಯಿಂಗ್ ಸ್ಕ್ವಾಡ್), 44 ಸ್ಥಿರ ಕಣ್ಗಾವಲು ತಂಡ (ಎಸ್‌ಎಸ್‌ಟಿ-ಸ್ಟ್ಯಾಟಿಕ್ ಸರ್ವೇಲೆನ್ಸ್ ತಂಡ) ಹಾಗೂ 11 ಅಬಕಾರಿ ತಂಡವನ್ನು ರಚಿಸಿ ನಿಯೋಜಿಸಲಾಗಿದೆ. <box>760 802 920 846</box>
bommai-col-3 <box>591 1098 739 1276</box>
masthead-white-strip <box>60 72 335 84</box>
jayanti-tribute-photo <box>276 690 603 890</box>
headline-line: ಮಾಡಾಲ್ ಕೊಟ್ರೇಶ್ <box>73 763 214 788</box>
section-tag-local[interactable]: ಸ್ಥಳೀಯ <box>67 380 135 417</box>
imprint-line2 <box>14 1454 874 1467</box>
paragraph: ಸೌಮ್ಯ ರೆಡ್ಡಿ ಸೋಲಿಸಿದ ಅಧಿಕಾರಿಗಳು ರಾಮಲಿಂಗಾರೆಡ್ಡಿ ಅವರ ಬಳಿ ಕ್ಷಮಾಪಣೆ <box>478 291 613 311</box>
paragraph: ಬೆಂಗಳೂರು: ಬಿಜೆಪಿ ರಾಜ್ಯ ಕಾರ್ಯಾಲಯ ಜಗನ್ನಾಥ ಭವನದಲ್ಲಿ ಸೋಮವಾರ ಪಕ್ಷದ 5 ಚುನಾವಣಾ ಪ್ರಚಾರ ವಾಹನಗಳಿಗೆ ಚಾಲನೆ ನೀಡಲಾಯಿತು. <box>28 574 258 593</box>
column-divider <box>266 425 267 1425</box>
logo-part1: ಮುಂಜಾನೆ <box>340 46 474 92</box>
mob-label: MOB: <box>14 1455 37 1466</box>
vehicle-launch-photo <box>28 450 257 563</box>
story-body <box>28 790 258 947</box>
paragraph: ಸಮಾಜ ಕಲ್ಯಾಣ ಸಚಿವ ಹೆಚ್.ಸಿ.ಮಹದೇವಪ್ಪ, ಪಶು ಸಂಗೋಪನಾ ಸಚಿವ ಕೆ.ವೆಂಕಟೇಶ್, ಶಾಸಕರಾದ ಅನಿಲ್ ಚಿಕ್ಕಮಾದು, ದರ್ಶನ್ ಧ್ರುವನಾರಾಯಣ್ ಸೇರಿ ಚಾಮರಾಜನಗರ ಮತ್ತು ಮೈಸೂರು ಜಿಲ್ಲೆಯ ಶಾಸಕರುಗಳು ಉಪಸ್ಥಿತರಿದ್ದರು. <box>770 486 915 529</box>
paragraph: ನರೇಂದ್ರ ಮೋದಿ ನುಡಿದಂತೆ ನಡೆದಿದ್ದಾರಾ? ದೇಶದ ಜನರಿಗಾಗಿ ಏನೂ ಕಾರ್ಯಕ್ರಮ ರೂಪಿಸದೆ ಕೇವಲ ಅಚ್ಛೇ ದಿನ್ ಆಯೇಗಾ ಎಂದು ಡೈಲಾಗ್ ಹೊಡೆದರೆ ಸಾಕಾ? ಡೈಲಾಗ್ ನಿಂದ ಪೆಟ್ರೋಲ್, ಡೀಸೆಲ್, ಗ್ಯಾಸ್ ಬೆಲೆ, ರಸಗೊಬ್ಬರ ಬೆಲೆ ಕಡಿಮೆ ಆಗುತ್ತಾ? ಬರೀ ಬಾಯಲ್ಲಿ ಡೈಲಾಗ್ ಹೊಡೆದರೆ ಜನರ ಬದುಕಿನ ಸಂಕಷ್ಟ ಕಡಿಮೆ ಆಗ್ತದಾ ಎಂದು ಆಕ್ರೋಶ ವ್ಯಕ್ತಪಡಿಸಿದರು. <box>433 453 563 518</box>
varuna-col-2 <box>433 452 563 678</box>
story-headline: ಡಿಸಿಯಿಂದ ವರ್ತುಲ ರಸ್ತೆ ಕಾಮಗಾರಿ ಪರಿಶೀಲನೆ <box>28 1199 227 1215</box>
paragraph: ಉಳಿಸಿದ ನರೇಂದ್ರ ಮೋದಿಯವರ ಉಪಕಾರ ತೀರಿಸಲು ಮೋದಿಯವರಿಗೆ ಮತ ಹಾಕಬೇಕು. ಮನೆ ಮನೆಗೆ ನೀರು ಕೊಟ್ಟಿರುವ ಮೋದಿಯವರ ಋಣ ತೀರಿಸಲು ಮೋದಿಗೆ ಮತ ಹಾಕಬೇಕು. ಪ್ರತಿಕುಟುಂಬಕ್ಕೆ 5 ಕೆಜಿ ಅಕ್ಕಿ ಕೊಡುತ್ತಿರುವ ಮೋದಿಯವರ ಋಣ ತೀರಿಸಲು ಬಿಜೆಪಿಗೆ ಮತ ಹಾಕಬೇಕು. ಪ್ರತಿಯೊಂದ ಮತವೂ ಮೋದಿಯವರನ್ನು ಪ್ರಧಾನಿ ಮಾಡಲು ಹಾಕಬೇಕು ಎಂದು ಮನವಿ ಮಾಡಿದರು. <box>433 1099 579 1164</box>
headline-line: ಮನಸೂರೆಗೊಂಡ 9ನೇ <box>778 1198 899 1217</box>
paragraph: ರಾಜ್ಯದ 28 ಲೋಕಸಭಾ ಕ್ಷೇತ್ರಗಳ ಪೈಕಿ ಬಂಟ, ರೆಡ್ಡಿ, ಸೇರಿ ಒಟ್ಟು ಎಂಟು ಮಂದಿ ಒಕ್ಕಲಿಗರಿಗೆ ಕಾಂಗ್ರೆಸ್ ಪಕ್ಷ ಟಿಕೆಟ್ ನೀಡಿದೆ. ಒಕ್ಕಲಿಗರನ್ನು ಸಿಎಂ ಮಾಡಲಿಲ್ಲವಲ್ಲ ಎನ್ನುವ ಟೀಕೆಗೆ ನಾವು ಈ ರೀತಿ ಉತ್ತರಿಸಿದ್ದೇವೆ. ಇದರ ಜತೆಗೆ ಐದು ಮಹಿಳೆಯರಿಗೆ ಟಿಕೆಟ್ ನೀಡಿದ್ದೇವೆ" ಎಂದು ಡಿಸಿಎಂ ಡಿ.ಕೆ.ಶಿವಕುಮಾರ್ ಅವರು ಹೇಳಿದರು. <box>478 235 613 288</box>
road-inspection-photo <box>28 1222 257 1311</box>
lead-col-3 <box>325 317 458 372</box>
epaper-label: ಇ-ಪೇಪರ್: <box>340 393 379 404</box>
paragraph: ಯಾವ ಮೋದಿ ಅಲೆಯೂ ಇಲ್ಲ, ಬಿಜೆಪಿ ಅಲೆಯೂ ಇಲ್ಲ. ಇರುವುದು ಒಂದೇ ಗಾಳಿ, ಅದು ಕಾಂಗ್ರೆಸ್, ಗ್ಯಾರಂಟಿ ಗಾಳಿ". <box>175 318 308 338</box>
headline-line: ಅಕ್ರಮ : 66.48ಲಕ್ಷ ರೂ. <box>762 688 915 707</box>
mob-number: 91414 14119 <box>39 1455 91 1466</box>
headline-line: ಮೌಲ್ಯದ ಮದ್ಯ ಜಪ್ತಿ <box>785 707 892 727</box>
lead-col-6 <box>780 178 915 370</box>
section-epaper[interactable] <box>340 388 571 408</box>
story-headline: ರೈತಪರ ಸರ್ಕಾರ ಬರಬೇಕೆಂದರೆ ಮೋದಿ ಮತ್ತೆ ಪ್ರಧಾನಿಯಾಗಬೇಕು: ಬೊಮ್ಮಾಯಿ <box>276 933 671 952</box>
epaper-link[interactable] <box>632 44 915 66</box>
paragraph: ನಾನು ಮತ್ತು ಸಿದ್ದರಾಮಯ್ಯ ಅವರು ಗ್ಯಾರಂಟಿ ಚೆಕ್ಕಿಗೆ ಸಹಿ ಹಾಕಿ, ಅನುಷ್ಠಾನಕ್ಕೆ <box>175 340 308 360</box>
story-body <box>28 572 258 740</box>
paragraph: ಗ್ರಾಮೀಣ ಪ್ರದೇಶದಲ್ಲಿ ರೋಣ ನರಗುಂದ ಕುಡಿಯುವ ನೀರಿನ ಯೋಜನೆಗೆ ಬೇಡಿಕೆ ಇತ್ತು. ಕಳಕಪ್ಪ ಬಂಡಿ ಅವರ ಶ್ರಮದಿಂದ ಯೋಜನೆ ಜಾರಿಯಾಗಿದೆ. ಜನರ ಹೃದಯದಲ್ಲಿ ಕಳಕಪ್ಪ ಬಂಡಿ ಸ್ಥಾನ ಪಡೆದಿದ್ದಾರೆ. ಇಷ್ಟು ದೊಡ್ಡ ಬರ ಬಿದ್ದರೂ ಕುಡಿಯುವ ನೀರು ಕೊಡದಿರುವ ಈ ಸರ್ಕಾರಕ್ಕೆ ಪಾಠ ಕಲಿಸಲು ಬಿಜೆಪಿಗೆ ಮತ ಹಾಕಿಸಬೇಕು ಎಂದು ಹೇಳಿದರು. <box>591 1144 739 1197</box>
paragraph: ಚಾಮರಾಜನಗರ ಲೋಕಸಭಾ ಕ್ಷೇತ್ರದ ಅಭ್ಯರ್ಥಿ ಸುನಿಲ್ ಬೋಸ್, ಗ್ಯಾರಂಟಿ ಯೋಜನೆಗಳ ಅನುಷ್ಠಾನ ಸಮಿತಿಯ ಉಪಾಧ್ಯಕ್ಷರಾದ ಪುಷ್ಪ ಅಮರನಾಥ್ ಸೇರಿ ವರುಣಾ ವಿಧಾನಸಭಾ ಕ್ಷೇತ್ರದ ಮುಖಂಡರು, ಬ್ಲಾಕ್ ಕಾಂಗ್ರೆಸ್ ಮುಖಂಡರು ಕಾರ್ಯಕರ್ತರು ಮತ್ತು ಜಿಲ್ಲಾ ಹಾಗೂ ತಾಲ್ಲೂಕು ಮಟ್ಟದ ಸ್ಥಳೀಯ ನಾಯಕರುಗಳು ಸಭೆಯಲ್ಲಿ ಉಪಸ್ಥಿತರಿದ್ದು ಲೋಕಸಭಾ ಚುನಾವಣೆಯಲ್ಲಿ ಕಾಂಗ್ರೆಸ್ ಗೆಲುವಿನ ಶಪಥ ಮಾಡಿದರು. <box>770 531 915 596</box>
paragraph: ಬೆಂಗಳೂರು ದಕ್ಷಿಣ ಲೋಕಸಭಾ ಕ್ಷೇತ್ರದ ಅಭ್ಯರ್ಥಿ ಸೌಮ್ಯ ರೆಡ್ಡಿ ಅವರ ನಾಮಪತ್ರ ಸಲ್ಲಿಕೆಗೂ ಮುಂಚಿತವಾಗಿ ಜಯನಗರದಲ್ಲಿ ನಡೆದ ಮೆರವಣಿಗೆ ವೇಳೆ ಮಾತನಾಡಿದ ಅವರು ಹೇಳಿದ್ದಿಷ್ಟು: <box>30 217 165 249</box>
paragraph: ಮತದಾರರಿಗೆ ಹಂಚಿಕೆ ಮಾಡಲು ಸಂಗ್ರಹಿಸಿಟ್ಟಿದ್ದ 12,56,146 ರೂ. ಅಂದಾಜು ಮೌಲ್ಯದ 73 ಬಾಕ್ಸ್ ಕುಕ್ಕರ್, 700 ಗೋಡೆ ಗಡಿಯಾರ, 126 ಸೀರೆ, 126.42 ಗ್ರಾಂ. ಚಿನ್ನವನ್ನು ವಶಪಡಿಸಿಕೊಳ್ಳಲಾಗಿದೆ. <box>760 974 920 1006</box>
paragraph: ಬಳ್ಳಾರಿ: ಸೂರ್ಯನಗರಿ ಬಳ್ಳಾರಿಯಲ್ಲೀಗ ಬಿಸಿಲು ಸುರಿಯುತ್ತಿದ್ದರೆ ಸಮಾನ ಮನಸ್ಕ ಸಂಗೀತಗಾರರೆಲ್ಲ ಸೇರಿಕೊಂಡು 'ಸಂಗೀತದ ಬೈಠಕ್' ಆಯೋಜಿಸುವ ಮೂಲಕ ಸಪ್ತಸ್ವರಗಳ ನಿನಾದವನ್ನು ಮೊಳಗಿಸುತ್ತಿದ್ದಾರೆ. <box>760 1256 913 1287</box>
varuna-col-3a <box>632 452 752 542</box>
story-body <box>760 1255 920 1425</box>
paragraph: ಕೇಳಿದ್ದಾರೆ ಸೌಮ್ಯ ರೆಡ್ಡಿ ಸೋತಿಲ್ಲ, ಅಧಿಕಾರಿಗಳಿಂದ ಅವರು ಸೋಲಬೇಕಾಯಿತು. ಒತ್ತಡಕ್ಕೆ ಒಳಗಾಗಿ ನಾವು ಸೌಮ್ಯರೆಡ್ಡಿ ಅವರನ್ನು ಸೋಲಿಸಬೇಕಾಯಿತು ಎಂದು ಅಕ್ರಮದಲ್ಲಿ ಭಾಗಿಯಾಗಿದ್ದ ಅಧಿಕಾರಿಗಳು ರಾಮಲಿಂಗಾರೆಡ್ಡಿ ಅವರ ಬಳಿ ಬಂದು ಕ್ಷಮಾಪಣೆ ಕೇಳಿದರು ಎನ್ನುವ ಸಂಗತಿ ತಿಳಿಯಿತು ಎಂದರು. <box>627 179 765 232</box>
siddaramaiah-photo <box>572 456 627 547</box>
press-meet-photo <box>28 951 257 1027</box>
